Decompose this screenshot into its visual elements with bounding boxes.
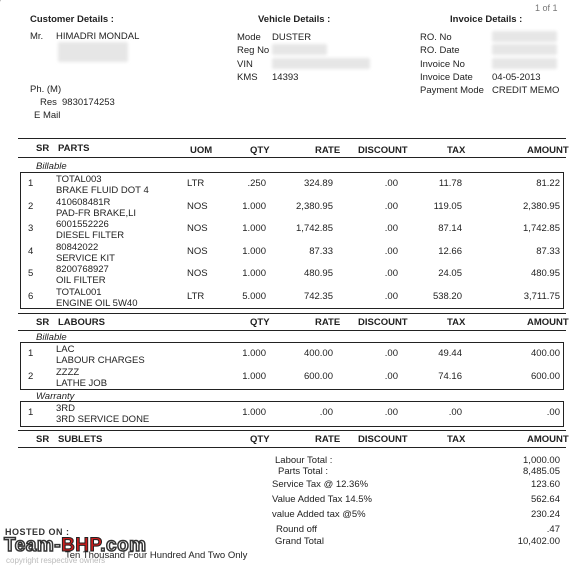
parts-header-uom: UOM [190, 145, 213, 156]
row-discount: .00 [384, 407, 398, 418]
parts-header-sr: SR [36, 143, 50, 154]
parts-header-discount: DISCOUNT [358, 145, 408, 156]
row-amount: .00 [546, 407, 560, 418]
invoice-details-heading: Invoice Details : [450, 14, 523, 25]
row-amount: 1,742.85 [523, 223, 560, 234]
row-sr: 1 [28, 348, 34, 359]
row-code: 410608481R [56, 196, 111, 208]
row-desc: OIL FILTER [56, 275, 106, 286]
payment-mode-value: CREDIT MEMO [492, 85, 560, 96]
sublets-header-top-rule [18, 430, 566, 431]
redacted-invoice-no [492, 58, 557, 69]
labours-header-amount: AMOUNT [527, 317, 569, 328]
row-code: 3RD [56, 403, 76, 414]
row-rate: 480.95 [303, 268, 333, 279]
row-sr: 3 [28, 223, 34, 234]
row-discount: .00 [384, 371, 398, 382]
vehicle-mode-label: Mode [237, 32, 261, 43]
row-discount: .00 [384, 268, 398, 279]
parts-billable-label: Billable [36, 161, 67, 172]
row-discount: .00 [384, 178, 398, 189]
row-amount: 480.95 [530, 268, 560, 279]
row-desc: SERVICE KIT [56, 252, 115, 264]
row-rate: 600.00 [303, 371, 333, 382]
email-label: E Mail [34, 110, 61, 121]
customer-details-heading: Customer Details : [30, 14, 114, 25]
redacted-vin [272, 58, 370, 69]
phone-res-label: Res [40, 97, 57, 108]
row-code: LAC [56, 344, 75, 355]
row-code: 80842022 [56, 241, 99, 253]
redacted-address [58, 42, 128, 62]
total-value: 562.64 [530, 494, 560, 505]
vehicle-mode-value: DUSTER [272, 32, 312, 43]
row-tax: .00 [448, 407, 462, 418]
row-rate: 324.89 [303, 178, 333, 189]
row-desc: 3RD SERVICE DONE [56, 414, 150, 425]
row-tax: 12.66 [438, 245, 462, 257]
row-uom: NOS [187, 245, 208, 257]
row-qty: 5.000 [242, 290, 266, 302]
sublets-header-qty: QTY [250, 434, 270, 445]
labours-header-bottom-rule [18, 330, 566, 331]
total-label: Labour Total : [275, 455, 333, 466]
customer-name: HIMADRI MONDAL [56, 31, 140, 42]
row-uom: NOS [187, 223, 208, 234]
row-rate: .00 [319, 407, 333, 418]
total-value: 1,000.00 [523, 455, 560, 466]
parts-header-amount: AMOUNT [527, 145, 569, 156]
row-amount: 81.22 [536, 178, 560, 189]
sublets-header-bottom-rule [18, 447, 566, 448]
row-qty: 1.000 [242, 268, 266, 279]
row-amount: 400.00 [530, 348, 560, 359]
total-label: Value Added Tax 14.5% [272, 494, 373, 505]
row-code: TOTAL001 [56, 286, 102, 298]
row-rate: 742.35 [303, 290, 333, 302]
row-desc: ENGINE OIL 5W40 [56, 297, 138, 309]
ro-date-label: RO. Date [420, 45, 460, 56]
total-value: .47 [546, 524, 560, 535]
row-discount: .00 [384, 348, 398, 359]
sublets-header-sr: SR [36, 434, 50, 445]
row-tax: 49.44 [438, 348, 462, 359]
row-desc: LATHE JOB [56, 378, 108, 389]
row-uom: NOS [187, 200, 208, 212]
row-qty: 1.000 [242, 223, 266, 234]
row-amount: 3,711.75 [523, 290, 560, 302]
row-amount: 2,380.95 [523, 200, 560, 212]
copyright-notice: copyright respective owners [6, 556, 106, 565]
row-sr: 5 [28, 268, 34, 279]
row-tax: 24.05 [438, 268, 462, 279]
labours-header-qty: QTY [250, 317, 270, 328]
labours-header-sr: SR [36, 317, 50, 328]
total-value: 230.24 [530, 509, 560, 520]
row-amount: 600.00 [530, 371, 560, 382]
payment-mode-label: Payment Mode [420, 85, 484, 96]
total-label: value Added tax @5% [272, 509, 366, 520]
total-label: Service Tax @ 12.36% [272, 479, 369, 490]
page-fold-edge [0, 0, 35, 60]
row-uom: LTR [187, 178, 205, 189]
ro-no-label: RO. No [420, 32, 452, 43]
vehicle-reg-label: Reg No [237, 45, 270, 56]
parts-header-bottom-rule [18, 157, 566, 158]
row-sr: 4 [28, 245, 34, 257]
row-qty: 1.000 [242, 371, 266, 382]
row-discount: .00 [384, 223, 398, 234]
row-sr: 1 [28, 407, 34, 418]
row-qty: 1.000 [242, 407, 266, 418]
page-indicator: 1 of 1 [535, 3, 558, 13]
row-qty: 1.000 [242, 348, 266, 359]
redacted-ro-date [492, 44, 557, 55]
phone-mobile-label: Ph. (M) [30, 84, 62, 95]
total-label: Round off [276, 524, 318, 535]
row-qty: 1.000 [242, 200, 266, 212]
row-code: 8200768927 [56, 264, 109, 275]
row-discount: .00 [384, 290, 398, 302]
invoice-date-label: Invoice Date [420, 72, 473, 83]
row-qty: 1.000 [242, 245, 266, 257]
row-rate: 1,742.85 [296, 223, 333, 234]
parts-header-tax: TAX [447, 145, 466, 156]
parts-header-rate: RATE [315, 145, 341, 156]
amount-in-words: Ten Thousand Four Hundred And Two Only [65, 550, 248, 561]
parts-header-qty: QTY [250, 145, 270, 156]
row-tax: 74.16 [438, 371, 462, 382]
total-label: Grand Total [275, 536, 324, 547]
parts-header-top-rule [18, 138, 566, 139]
row-tax: 538.20 [432, 290, 462, 302]
phone-res-value: 9830174253 [62, 97, 115, 108]
row-discount: .00 [384, 200, 398, 212]
row-desc: DIESEL FILTER [56, 230, 125, 241]
team-bhp-logo: Team-BHP.com [4, 535, 147, 556]
row-sr: 2 [28, 371, 34, 382]
row-desc: LABOUR CHARGES [56, 355, 145, 366]
total-value: 8,485.05 [523, 466, 560, 477]
row-tax: 87.14 [438, 223, 462, 234]
labours-header-tax: TAX [447, 317, 466, 328]
row-amount: 87.33 [536, 245, 560, 257]
vehicle-kms-label: KMS [237, 72, 258, 83]
row-code: ZZZZ [56, 367, 80, 378]
row-rate: 87.33 [309, 245, 333, 257]
labours-header-discount: DISCOUNT [358, 317, 408, 328]
hosted-on-label: HOSTED ON : [5, 527, 70, 537]
row-sr: 1 [28, 178, 34, 189]
total-label: Parts Total : [278, 466, 328, 477]
row-uom: LTR [187, 290, 205, 302]
row-desc: BRAKE FLUID DOT 4 [56, 185, 149, 196]
sublets-header-rate: RATE [315, 434, 341, 445]
row-tax: 11.78 [438, 178, 462, 189]
parts-header-name: PARTS [58, 143, 90, 154]
vehicle-kms-value: 14393 [272, 72, 299, 83]
row-code: TOTAL003 [56, 174, 102, 185]
invoice-date-value: 04-05-2013 [492, 72, 541, 83]
total-value: 10,402.00 [517, 536, 560, 547]
sublets-header-discount: DISCOUNT [358, 434, 408, 445]
sublets-header-name: SUBLETS [58, 434, 103, 445]
sublets-header-tax: TAX [447, 434, 466, 445]
row-rate: 2,380.95 [296, 200, 333, 212]
row-qty: .250 [247, 178, 266, 189]
row-tax: 119.05 [433, 200, 462, 212]
vehicle-vin-label: VIN [237, 59, 253, 70]
row-rate: 400.00 [303, 348, 333, 359]
labours-header-name: LABOURS [58, 317, 105, 328]
redacted-reg-no [272, 44, 327, 55]
labours-header-top-rule [18, 313, 566, 314]
customer-prefix: Mr. [30, 31, 44, 42]
invoice-no-label: Invoice No [420, 59, 465, 70]
row-sr: 2 [28, 200, 34, 212]
labours-warranty-label: Warranty [36, 391, 75, 402]
row-desc: PAD-FR BRAKE,LI [56, 207, 137, 219]
row-discount: .00 [384, 245, 398, 257]
sublets-header-amount: AMOUNT [527, 434, 569, 445]
row-sr: 6 [28, 290, 34, 302]
row-code: 6001552226 [56, 219, 109, 230]
labours-header-rate: RATE [315, 317, 341, 328]
labours-billable-label: Billable [36, 332, 67, 343]
total-value: 123.60 [530, 479, 560, 490]
vehicle-details-heading: Vehicle Details : [258, 14, 331, 25]
row-uom: NOS [187, 268, 208, 279]
redacted-ro-no [492, 31, 557, 42]
